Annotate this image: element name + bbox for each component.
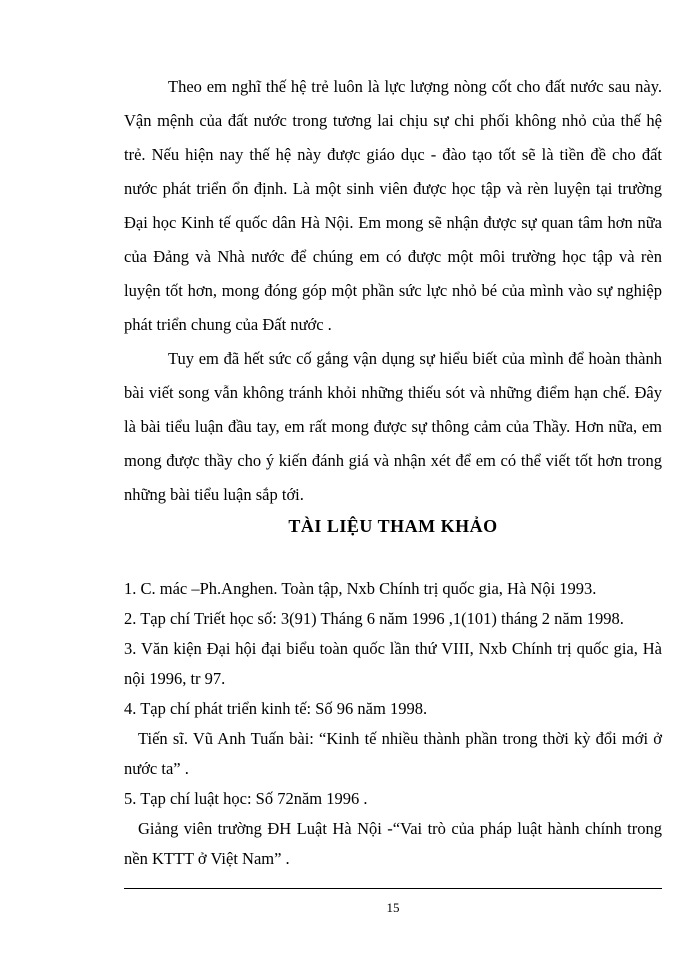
references-heading: TÀI LIỆU THAM KHẢO bbox=[288, 516, 498, 536]
references-list bbox=[124, 574, 662, 874]
body-text bbox=[124, 70, 662, 512]
paragraph-future-generation: Theo em nghĩ thế hệ trẻ luôn là lực lượng nòng cốt cho đất nước sau này. Vận mệnh của đất nước trong tương lai chịu sự chi phối không nhỏ của thế hệ trẻ. Nếu hiện nay thế hệ này được giáo dục - đào tạo tốt sẽ là tiền đề cho đất nước phát triển ổn định. Là một sinh viên được học tập và rèn luyện tại trường Đại học Kinh tế quốc dân Hà Nội. Em mong sẽ nhận được sự quan tâm hơn nữa của Đảng và Nhà nước để chúng em có được một môi trường học tập và rèn luyện tốt hơn, mong đóng góp một phần sức lực nhỏ bé của mình vào sự nghiệp phát triển chung của Đất nước . bbox=[124, 77, 662, 334]
page-number: 15 bbox=[386, 900, 400, 915]
reference-subitem: Giảng viên trường ĐH Luật Hà Nội -“Vai trò của pháp luật hành chính trong nền KTTT ở Việt Nam” . bbox=[124, 819, 662, 868]
reference-item: 4. Tạp chí phát triển kinh tế: Số 96 năm 1998. bbox=[124, 699, 428, 718]
reference-item: 2. Tạp chí Triết học số: 3(91) Tháng 6 năm 1996 ,1(101) tháng 2 năm 1998. bbox=[124, 609, 624, 628]
footer-divider bbox=[124, 888, 662, 889]
reference-subitem: Tiến sĩ. Vũ Anh Tuấn bài: “Kinh tế nhiều thành phần trong thời kỳ đổi mới ở nước ta” . bbox=[124, 729, 662, 778]
paragraph-closing-remarks: Tuy em đã hết sức cố gắng vận dụng sự hiểu biết của mình để hoàn thành bài viết song vẫn không tránh khỏi những thiếu sót và những điểm hạn chế. Đây là bài tiểu luận đầu tay, em rất mong được sự thông cảm của Thầy. Hơn nữa, em mong được thầy cho ý kiến đánh giá và nhận xét để em có thể viết tốt hơn trong những bài tiểu luận sắp tới. bbox=[124, 349, 662, 504]
reference-item: 3. Văn kiện Đại hội đại biểu toàn quốc lần thứ VIII, Nxb Chính trị quốc gia, Hà nội 1996, tr 97. bbox=[124, 639, 662, 688]
reference-item: 1. C. mác –Ph.Anghen. Toàn tập, Nxb Chính trị quốc gia, Hà Nội 1993. bbox=[124, 579, 597, 598]
reference-item: 5. Tạp chí luật học: Số 72năm 1996 . bbox=[124, 789, 368, 808]
